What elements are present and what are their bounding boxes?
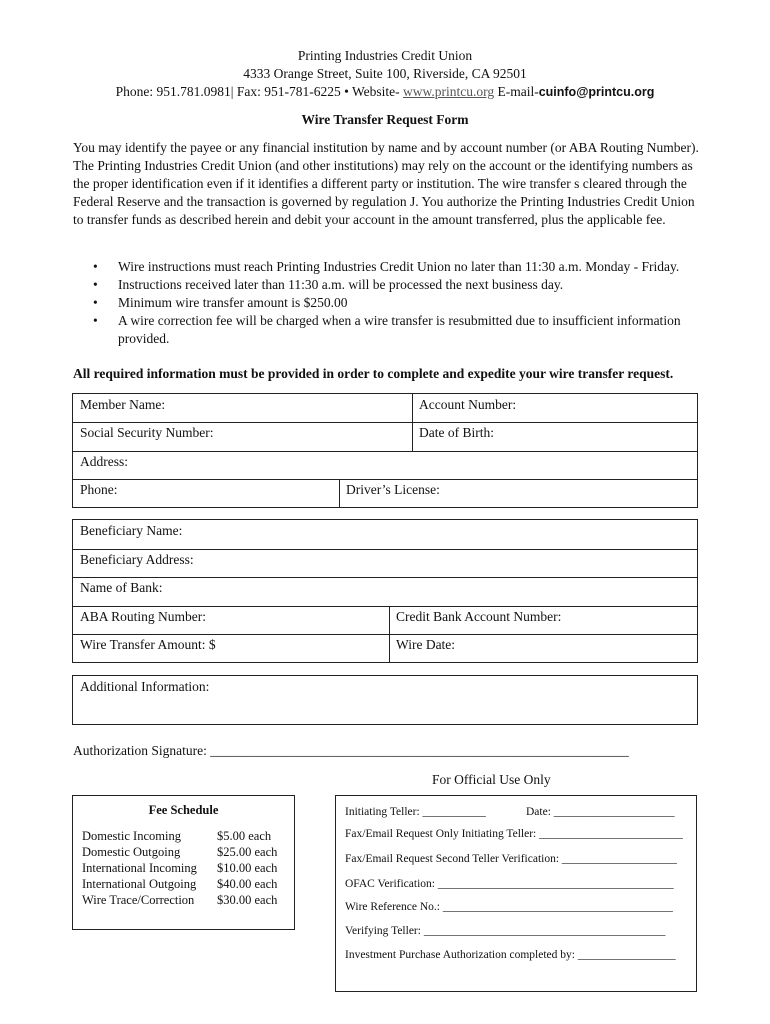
email-label: E-mail- [494,84,539,99]
bullet-item [73,312,701,348]
address-field[interactable]: Address: [80,454,128,469]
fee-label: Wire Trace/Correction [82,893,195,907]
divider [73,451,697,452]
divider [73,577,697,578]
table-row [82,876,277,892]
bullet-text: Instructions received later than 11:30 a.m. will be processed the next business day. [118,277,564,292]
table-row [82,844,277,860]
official-date-field[interactable]: Date: _____________________ [526,806,675,818]
fee-label: Domestic Outgoing [82,845,181,859]
required-note: All required information must be provided in order to complete and expedite your wire transfer request. [73,366,674,381]
bullet-list [73,258,701,348]
fee-amount: $40.00 each [217,877,278,891]
table-row [82,860,277,876]
additional-info-label: Additional Information: [80,679,210,694]
fee-amount: $30.00 each [217,893,278,907]
fax-second-teller-field[interactable]: Fax/Email Request Second Teller Verification: ____________________ [345,853,677,865]
member-info-table [72,393,698,508]
divider [73,422,697,423]
bullet-item [73,276,701,294]
bullet-text: Minimum wire transfer amount is $250.00 [118,295,348,310]
org-address: 4333 Orange Street, Suite 100, Riverside, CA 92501 [243,66,527,81]
intro-paragraph: You may identify the payee or any financial institution by name and by account number (or ABA Routing Number). The Printing Industries Credit Union (and other institutions) may rely on the account or the identifying numbers as the proper identification even if it identifies a different party or institution. The wire transfer s cleared through the Federal Reserve and the transaction is governed by regulation J. You authorize the Printing Industries Credit Union to transfer funds as described herein and debit your account in the amount transferred, plus the applicable fee. [73,140,699,227]
authorization-signature[interactable]: Authorization Signature: ______________________________________________________________ [73,743,629,758]
ssn-field[interactable]: Social Security Number: [80,425,214,440]
bullet-text: Wire instructions must reach Printing Industries Credit Union no later than 11:30 a.m. Monday - Friday. [118,259,680,274]
email-address[interactable]: cuinfo@printcu.org [538,85,655,99]
aba-routing-field[interactable]: ABA Routing Number: [80,609,207,624]
phone-field[interactable]: Phone: [80,482,118,497]
divider [73,606,697,607]
bullet-icon: • [93,295,98,310]
divider [73,634,697,635]
beneficiary-table [72,519,698,663]
account-number-field[interactable]: Account Number: [419,397,517,412]
bullet-item [73,258,701,276]
initiating-teller-field[interactable]: Initiating Teller: ___________ [345,806,486,818]
bullet-icon: • [93,277,98,292]
drivers-license-field[interactable]: Driver’s License: [346,482,440,497]
org-name: Printing Industries Credit Union [297,48,473,63]
investment-authorization-field[interactable]: Investment Purchase Authorization completed by: _________________ [345,949,676,961]
wire-reference-field[interactable]: Wire Reference No.: ________________________________________ [345,901,673,913]
website-link[interactable]: www.printcu.org [402,84,495,99]
fee-amount: $10.00 each [217,861,278,875]
dob-field[interactable]: Date of Birth: [419,425,494,440]
official-use-heading: For Official Use Only [432,772,551,787]
verifying-teller-field[interactable]: Verifying Teller: __________________________________________ [345,925,666,937]
table-row [82,828,277,844]
beneficiary-address-field[interactable]: Beneficiary Address: [80,552,194,567]
bullet-icon: • [93,313,98,328]
fee-amount: $5.00 each [217,829,272,843]
official-use-box [335,795,697,992]
table-row [82,892,277,908]
org-contact [0,83,770,101]
wire-date-field[interactable]: Wire Date: [396,637,456,652]
fax-initiating-teller-field[interactable]: Fax/Email Request Only Initiating Teller: _________________________ [345,828,683,840]
bullet-text: A wire correction fee will be charged when a wire transfer is resubmitted due to insufficient information provided. [118,313,681,346]
contact-text: Phone: 951.781.0981| Fax: 951-781-6225 • Website- [115,84,403,99]
beneficiary-name-field[interactable]: Beneficiary Name: [80,523,183,538]
fee-label: International Incoming [82,861,197,875]
bullet-item [73,294,701,312]
fee-label: Domestic Incoming [82,829,181,843]
fee-label: International Outgoing [82,877,197,891]
fee-schedule-box [72,795,295,930]
divider [73,479,697,480]
form-title: Wire Transfer Request Form [301,112,469,127]
fee-amount: $25.00 each [217,845,278,859]
fee-table [82,828,277,908]
fee-schedule-title: Fee Schedule [148,803,219,817]
additional-info-box[interactable] [72,675,698,725]
ofac-verification-field[interactable]: OFAC Verification: _________________________________________ [345,878,674,890]
divider [73,549,697,550]
wire-amount-field[interactable]: Wire Transfer Amount: $ [80,637,216,652]
member-name-field[interactable]: Member Name: [80,397,166,412]
bullet-icon: • [93,259,98,274]
credit-account-field[interactable]: Credit Bank Account Number: [396,609,562,624]
bank-name-field[interactable]: Name of Bank: [80,580,163,595]
